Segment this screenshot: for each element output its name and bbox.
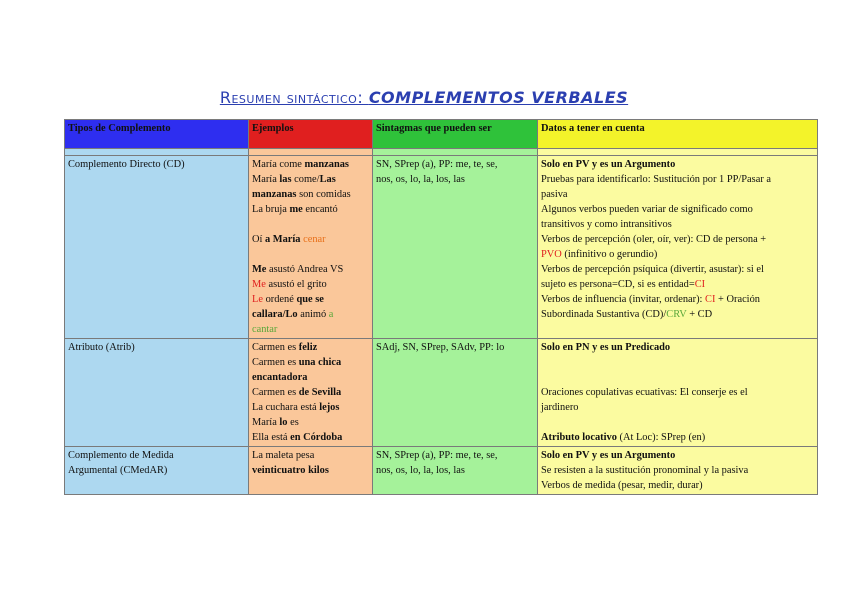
sintagmas-cell [373,339,538,447]
datos-text: sujeto es persona=CD, si es entidad= [541,279,695,290]
datos-line [541,232,814,247]
table-body [65,156,818,495]
datos-line [541,430,814,445]
datos-line [541,157,814,172]
datos-text: Verbos de influencia (invitar, ordenar): [541,294,706,305]
datos-text: Atributo locativo [541,432,617,443]
datos-cell [538,447,818,495]
title-part1: Resumen sintáctico: [219,88,369,107]
datos-line [541,172,814,187]
ejemplos-text: Me [252,264,267,275]
datos-text: Subordinada Sustantiva (CD)/ [541,309,667,320]
sintagmas-line: SN, SPrep (a), PP: me, te, se, [376,159,498,170]
ejemplos-text: Carmen es [252,342,299,353]
header-ejemplos: Ejemplos [249,120,373,149]
ejemplos-text: Me [252,279,266,290]
datos-line [541,448,814,463]
datos-text: Oraciones copulativas ecuativas: El conserje es el [541,387,748,398]
ejemplos-cell [249,339,373,447]
tipo-line: Complemento de Medida [68,450,174,461]
datos-text: Se resisten a la sustitución pronominal y la pasiva [541,465,749,476]
ejemplos-text: que se [296,294,324,305]
ejemplos-line [252,370,369,385]
datos-cell [538,156,818,339]
ejemplos-line [252,157,369,172]
ejemplos-text: callara/Lo [252,309,298,320]
table-spacer-row [65,149,818,156]
datos-line [541,292,814,307]
datos-text: Verbos de medida (pesar, medir, durar) [541,480,703,491]
datos-text: jardinero [541,402,579,413]
tipo-line: Complemento Directo (CD) [68,159,185,170]
ejemplos-text: La bruja [252,204,290,215]
datos-text: Solo en PV y es un Argumento [541,450,676,461]
ejemplos-text: María come [252,159,305,170]
ejemplos-text: ordené [262,294,297,305]
ejemplos-line [252,322,369,337]
complementos-table [64,119,818,495]
datos-text: Algunos verbos pueden variar de significado como [541,204,753,215]
datos-line [541,385,814,400]
title-part2: COMPLEMENTOS VERBALES [368,88,629,107]
ejemplos-line [252,448,369,463]
datos-text: (infinitivo o gerundio) [561,249,658,260]
ejemplos-text: Carmen es [252,387,299,398]
ejemplos-line [252,400,369,415]
datos-text: CI [694,279,706,290]
datos-text: transitivos y como intransitivos [541,219,672,230]
ejemplos-line [252,430,369,445]
tipo-line: Atributo (Atrib) [68,342,135,353]
ejemplos-line [252,385,369,400]
ejemplos-text: cantar [252,324,278,335]
ejemplos-text: encantó [302,204,338,215]
ejemplos-line [252,247,369,262]
tipo-cell [65,156,249,339]
ejemplos-text: veinticuatro kilos [252,465,329,476]
datos-line [541,307,814,322]
ejemplos-text: encantadora [252,372,308,383]
sintagmas-line: nos, os, lo, la, los, las [376,174,465,185]
datos-text: Verbos de percepción (oler, oír, ver): CD de persona + [541,234,767,245]
ejemplos-text: una chica [298,357,342,368]
ejemplos-text: en Córdoba [290,432,343,443]
ejemplos-text: Las [319,174,336,185]
datos-text: Pruebas para identificarlo: Sustitución por 1 PP/Pasar a [541,174,771,185]
sintagmas-line: SAdj, SN, SPrep, SAdv, PP: lo [376,342,505,353]
ejemplos-text: La cuchara está [252,402,320,413]
ejemplos-text: María [252,417,280,428]
ejemplos-text: a [328,309,334,320]
ejemplos-text: La maleta pesa [252,450,315,461]
ejemplos-text: feliz [298,342,318,353]
ejemplos-text: asustó Andrea VS [266,264,344,275]
sintagmas-line: SN, SPrep (a), PP: me, te, se, [376,450,498,461]
ejemplos-line [252,172,369,187]
ejemplos-text: manzanas [304,159,349,170]
datos-line [541,187,814,202]
ejemplos-text: Ella está [252,432,291,443]
ejemplos-text: asustó el grito [265,279,327,290]
datos-line [541,247,814,262]
ejemplos-line [252,415,369,430]
ejemplos-text: lejos [319,402,340,413]
datos-line [541,202,814,217]
ejemplos-line [252,340,369,355]
ejemplos-text: cenar [300,234,326,245]
datos-cell [538,339,818,447]
table-header-row [65,120,818,149]
datos-text: + CD [686,309,713,320]
ejemplos-line [252,232,369,247]
ejemplos-text: come/ [291,174,320,185]
ejemplos-text: lo [279,417,288,428]
ejemplos-text: Carmen es [252,357,299,368]
tipo-cell [65,447,249,495]
ejemplos-line [252,262,369,277]
datos-line [541,415,814,430]
datos-line [541,400,814,415]
datos-text: Solo en PN y es un Predicado [541,342,671,353]
datos-line [541,463,814,478]
ejemplos-line [252,202,369,217]
ejemplos-line [252,355,369,370]
ejemplos-line [252,277,369,292]
tipo-line: Argumental (CMedAR) [68,465,168,476]
ejemplos-text: de Sevilla [298,387,342,398]
ejemplos-text: Le [252,294,263,305]
table-row [65,447,818,495]
header-tipos: Tipos de Complemento [65,120,249,149]
datos-text: pasiva [541,189,568,200]
ejemplos-text: me [289,204,303,215]
ejemplos-line [252,292,369,307]
ejemplos-line [252,307,369,322]
sintagmas-line: nos, os, lo, la, los, las [376,465,465,476]
document-title [0,88,848,107]
tipo-cell [65,339,249,447]
ejemplos-cell [249,156,373,339]
ejemplos-line [252,217,369,232]
ejemplos-text: son comidas [296,189,351,200]
datos-text: Verbos de percepción psíquica (divertir, asustar): si el [541,264,764,275]
sintagmas-cell [373,447,538,495]
ejemplos-text: María [252,174,280,185]
datos-text: PVO [541,249,562,260]
ejemplos-text: a María [265,234,301,245]
ejemplos-text: Oí [252,234,265,245]
datos-line [541,277,814,292]
ejemplos-cell [249,447,373,495]
table-row [65,339,818,447]
ejemplos-text: animó [297,309,329,320]
datos-line [541,262,814,277]
header-datos: Datos a tener en cuenta [538,120,818,149]
ejemplos-line [252,463,369,478]
sintagmas-cell [373,156,538,339]
ejemplos-text: manzanas [252,189,297,200]
table-row [65,156,818,339]
ejemplos-text: es [287,417,299,428]
header-sintagmas: Sintagmas que pueden ser [373,120,538,149]
ejemplos-text: las [279,174,292,185]
datos-text: + Oración [715,294,760,305]
datos-text: CI [705,294,716,305]
datos-line [541,355,814,370]
datos-line [541,217,814,232]
datos-line [541,340,814,355]
datos-text: CRV [666,309,687,320]
datos-text: (At Loc): SPrep (en) [616,432,706,443]
datos-line [541,478,814,493]
ejemplos-line [252,187,369,202]
datos-line [541,370,814,385]
datos-text: Solo en PV y es un Argumento [541,159,676,170]
